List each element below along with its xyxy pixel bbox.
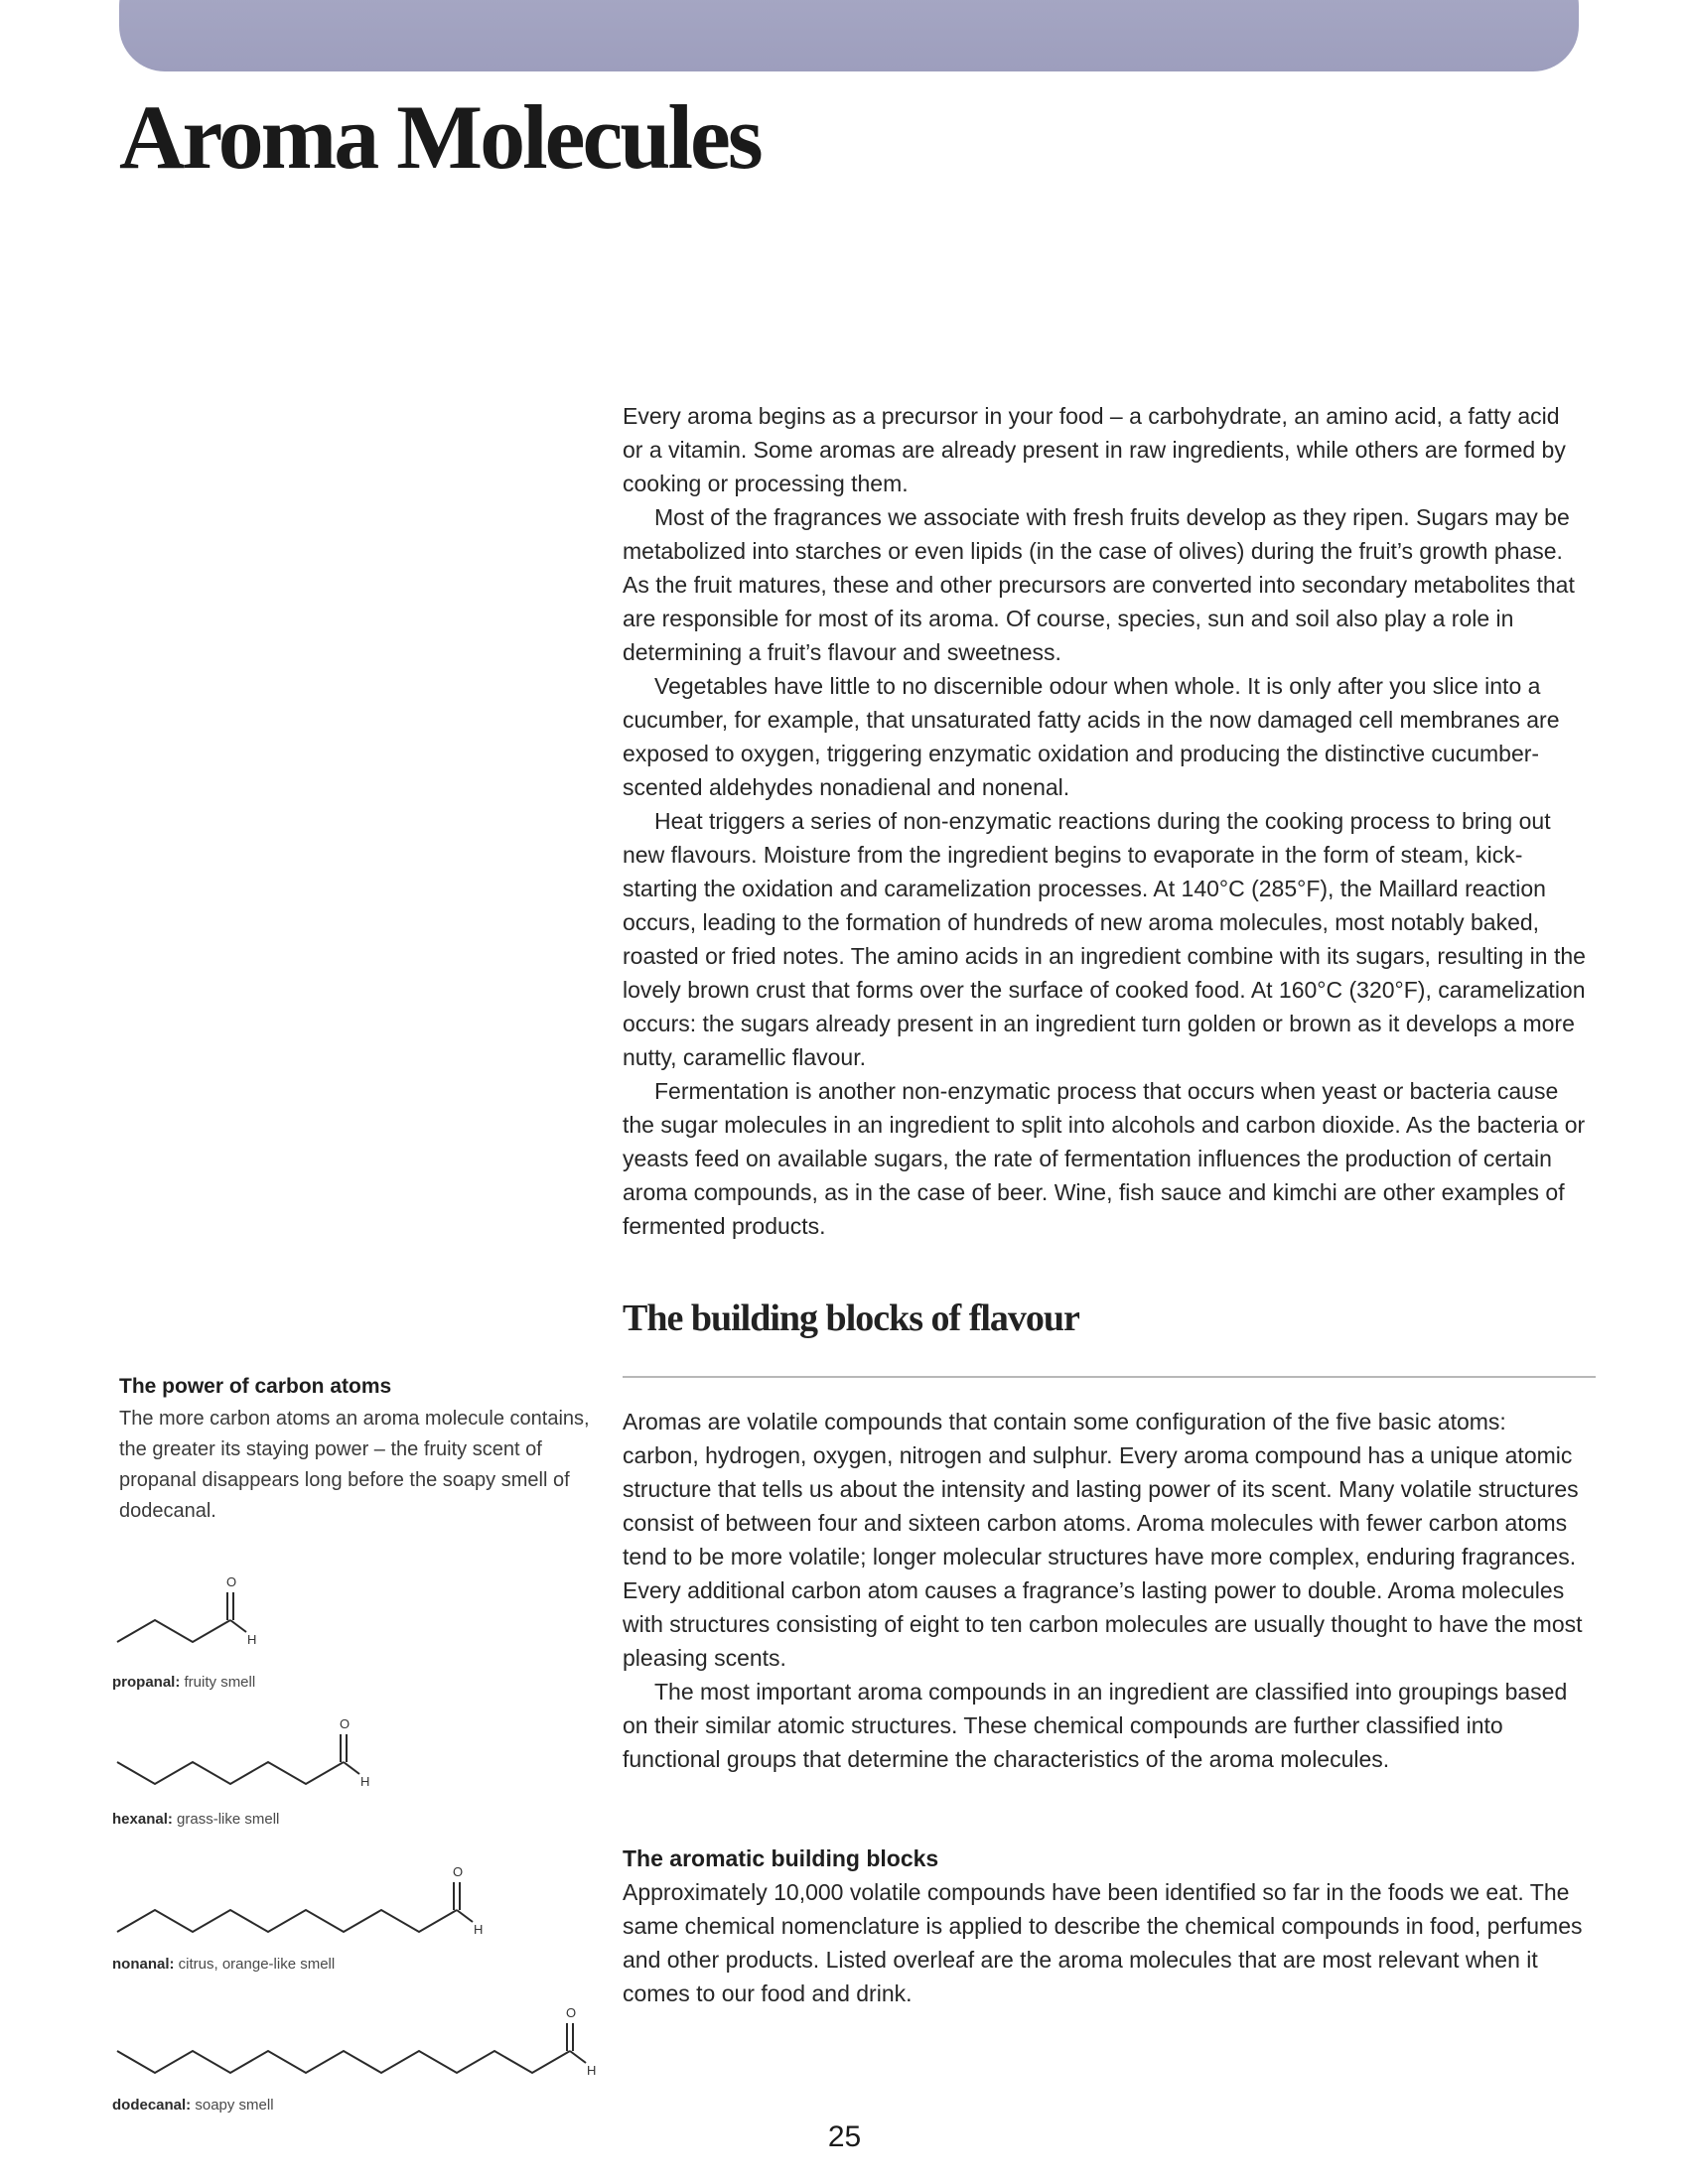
section-divider [623, 1376, 1596, 1378]
intro-paragraph: Vegetables have little to no discernible odour when whole. It is only after you slice into a cucumber, for example, that unsaturated fatty acids in the now damaged cell membranes are exposed to oxygen, triggering enzymatic oxidation and producing the distinctive cucumber-scented aldehydes nonadienal and nonenal. [623, 673, 1560, 800]
molecule-name: nonanal: [112, 1956, 175, 1973]
page-title: Aroma Molecules [119, 86, 761, 188]
hydrogen-bond [570, 2051, 586, 2063]
hydrogen-label: H [474, 1922, 484, 1937]
nonanal-structure [109, 1864, 526, 1950]
subheading: The aromatic building blocks [623, 1845, 939, 1871]
molecule-caption [112, 1956, 335, 1973]
hydrogen-label: H [360, 1774, 370, 1789]
sidebar-text: The more carbon atoms an aroma molecule contains, the greater its staying power – the fruity scent of propanal disappears long before the soapy smell of dodecanal. [119, 1408, 590, 1522]
hydrogen-bond [230, 1620, 246, 1632]
intro-text [623, 399, 1586, 1243]
molecule-name: hexanal: [112, 1811, 173, 1828]
carbon-chain [117, 1762, 344, 1784]
hexanal-structure [109, 1716, 526, 1802]
oxygen-label: O [566, 2005, 577, 2020]
page-number: 25 [827, 2120, 862, 2153]
molecule-name: propanal: [112, 1674, 181, 1691]
intro-paragraph: Every aroma begins as a precursor in your food – a carbohydrate, an amino acid, a fatty acid or a vitamin. Some aromas are already present in raw ingredients, while others are formed by cooking or processing them. [623, 403, 1566, 496]
molecule-diagram [109, 2005, 597, 2091]
section-paragraph: Aromas are volatile compounds that contain some configuration of the five basic atoms: carbon, hydrogen, oxygen, nitrogen and sulphur. Every aroma compound has a unique atomic structure that tells us about the intensity and lasting power of its scent. Many volatile structures consist of between four and sixteen carbon atoms. Aroma molecules with fewer carbon atoms tend to be more volatile; longer molecular structures have more complex, enduring fragrances. Every additional carbon atom causes a fragrance’s lasting power to double. Aroma molecules with structures consisting of eight to ten carbon molecules are usually thought to have the most pleasing scents. [623, 1409, 1583, 1671]
carbon-chain [117, 1910, 457, 1932]
molecule-diagram [109, 1864, 526, 1950]
subsection-text [623, 1875, 1586, 2010]
molecule-description: citrus, orange-like smell [178, 1956, 336, 1973]
hydrogen-label: H [587, 2063, 597, 2078]
molecule-caption [112, 1811, 279, 1828]
carbon-chain [117, 1620, 230, 1642]
intro-paragraph: Fermentation is another non-enzymatic process that occurs when yeast or bacteria cause the sugar molecules in an ingredient to split into alcohols and carbon dioxide. As the bacteria or yeasts feed on available sugars, the rate of fermentation influences the production of certain aroma compounds, as in the case of beer. Wine, fish sauce and kimchi are other examples of fermented products. [623, 1078, 1586, 1239]
carbon-chain [117, 2051, 570, 2073]
oxygen-label: O [226, 1574, 237, 1589]
section-heading: The building blocks of flavour [623, 1297, 1079, 1339]
section-text [623, 1405, 1586, 1776]
molecule-description: soapy smell [195, 2097, 274, 2114]
hydrogen-bond [344, 1762, 359, 1774]
molecule-diagram [109, 1574, 526, 1660]
oxygen-label: O [340, 1716, 351, 1731]
molecule-caption [112, 1674, 255, 1691]
propanal-structure [109, 1574, 526, 1660]
molecule-caption [112, 2097, 274, 2114]
hydrogen-label: H [247, 1632, 257, 1647]
molecule-diagram [109, 1716, 526, 1802]
oxygen-label: O [453, 1864, 464, 1879]
header-banner [119, 0, 1579, 71]
molecule-description: grass-like smell [177, 1811, 280, 1828]
subsection-paragraph: Approximately 10,000 volatile compounds have been identified so far in the foods we eat. The same chemical nomenclature is applied to describe the chemical compounds in food, perfumes and other products. Listed overleaf are the aroma molecules that are most relevant when it comes to our food and drink. [623, 1879, 1583, 2006]
molecule-description: fruity smell [184, 1674, 256, 1691]
hydrogen-bond [457, 1910, 473, 1922]
dodecanal-structure [109, 2005, 597, 2091]
intro-paragraph: Most of the fragrances we associate with fresh fruits develop as they ripen. Sugars may be metabolized into starches or even lipids (in the case of olives) during the fruit’s growth phase. As the fruit matures, these and other precursors are converted into secondary metabolites that are responsible for most of its aroma. Of course, species, sun and soil also play a role in determining a fruit’s flavour and sweetness. [623, 504, 1575, 665]
section-paragraph: The most important aroma compounds in an ingredient are classified into groupings based on their similar atomic structures. These chemical compounds are further classified into functional groups that determine the characteristics of the aroma molecules. [623, 1679, 1568, 1772]
molecule-name: dodecanal: [112, 2097, 192, 2114]
sidebar-title: The power of carbon atoms [119, 1375, 392, 1398]
intro-paragraph: Heat triggers a series of non-enzymatic reactions during the cooking process to bring out new flavours. Moisture from the ingredient begins to evaporate in the form of steam, kick-starting the oxidation and caramelization processes. At 140°C (285°F), the Maillard reaction occurs, leading to the formation of hundreds of new aroma molecules, most notably baked, roasted or fried notes. The amino acids in an ingredient combine with its sugars, resulting in the lovely brown crust that forms over the surface of cooked food. At 160°C (320°F), caramelization occurs: the sugars already present in an ingredient turn golden or brown as it develops a more nutty, caramellic flavour. [623, 808, 1586, 1070]
